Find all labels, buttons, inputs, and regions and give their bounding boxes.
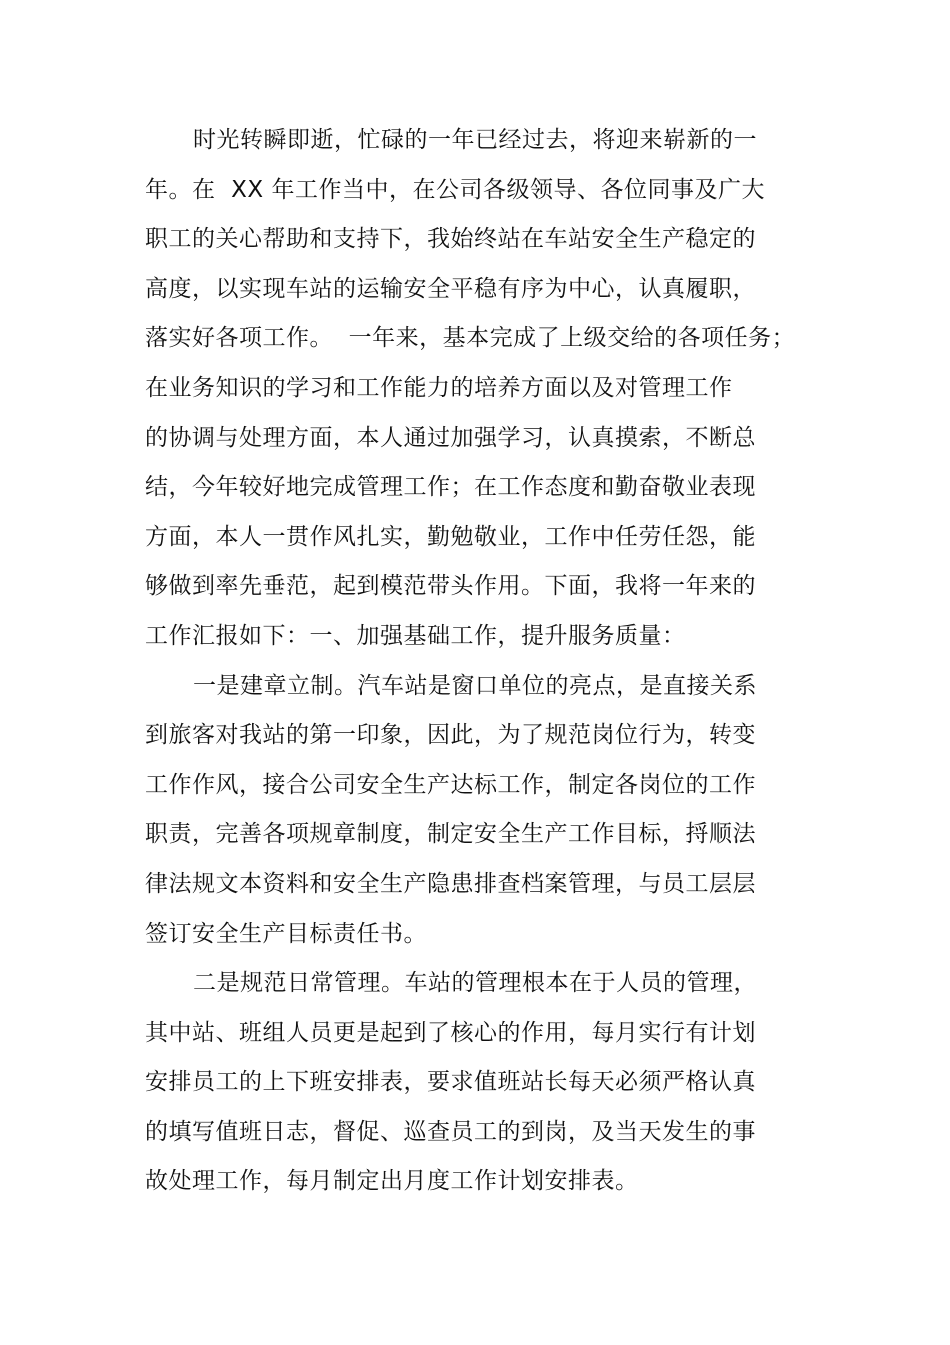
paragraph-line: 职工的关心帮助和支持下，我始终站在车站安全生产稳定的 [145,226,756,253]
paragraph-line: 律法规文本资料和安全生产隐患排查档案管理，与员工层层 [145,870,756,897]
paragraph-line: 到旅客对我站的第一印象，因此，为了规范岗位行为，转变 [145,722,756,749]
paragraph-line: 方面，本人一贯作风扎实，勤勉敬业，工作中任劳任怨，能 [145,523,756,550]
paragraph-line: 工作汇报如下：一、加强基础工作，提升服务质量： [145,622,686,649]
paragraph-line: 时光转瞬即逝，忙碌的一年已经过去，将迎来崭新的一 [193,127,757,153]
paragraph-line: 故处理工作，每月制定出月度工作计划安排表。 [145,1168,639,1195]
paragraph-line: 工作作风，接合公司安全生产达标工作，制定各岗位的工作 [145,771,756,798]
paragraph-line: 职责，完善各项规章制度，制定安全生产工作目标，捋顺法 [145,821,756,848]
paragraph-line: 够做到率先垂范，起到模范带头作用。下面，我将一年来的 [145,573,756,600]
paragraph-line: 在业务知识的学习和工作能力的培养方面以及对管理工作 [145,374,733,401]
paragraph-line: 其中站、班组人员更是起到了核心的作用，每月实行有计划 [145,1019,756,1046]
paragraph-line: 落实好各项工作。 一年来，基本完成了上级交给的各项任务； [145,325,796,352]
paragraph-line: 的填写值班日志，督促、巡查员工的到岗，及当天发生的事 [145,1118,756,1145]
paragraph-line: 安排员工的上下班安排表，要求值班站长每天必须严格认真 [145,1069,756,1096]
paragraph-line: 一是建章立制。汽车站是窗口单位的亮点，是直接关系 [193,672,757,699]
paragraph-line: 的协调与处理方面，本人通过加强学习，认真摸索，不断总 [145,424,756,451]
paragraph-line: 高度，以实现车站的运输安全平稳有序为中心，认真履职， [145,275,756,302]
document-body [145,116,796,1207]
paragraph-line: 结，今年较好地完成管理工作；在工作态度和勤奋敬业表现 [145,474,756,501]
paragraph-line: 年。在 XX 年工作当中，在公司各级领导、各位同事及广大 [145,176,765,203]
paragraph-line: 签订安全生产目标责任书。 [145,920,427,947]
paragraph-line: 二是规范日常管理。车站的管理根本在于人员的管理， [193,970,757,997]
